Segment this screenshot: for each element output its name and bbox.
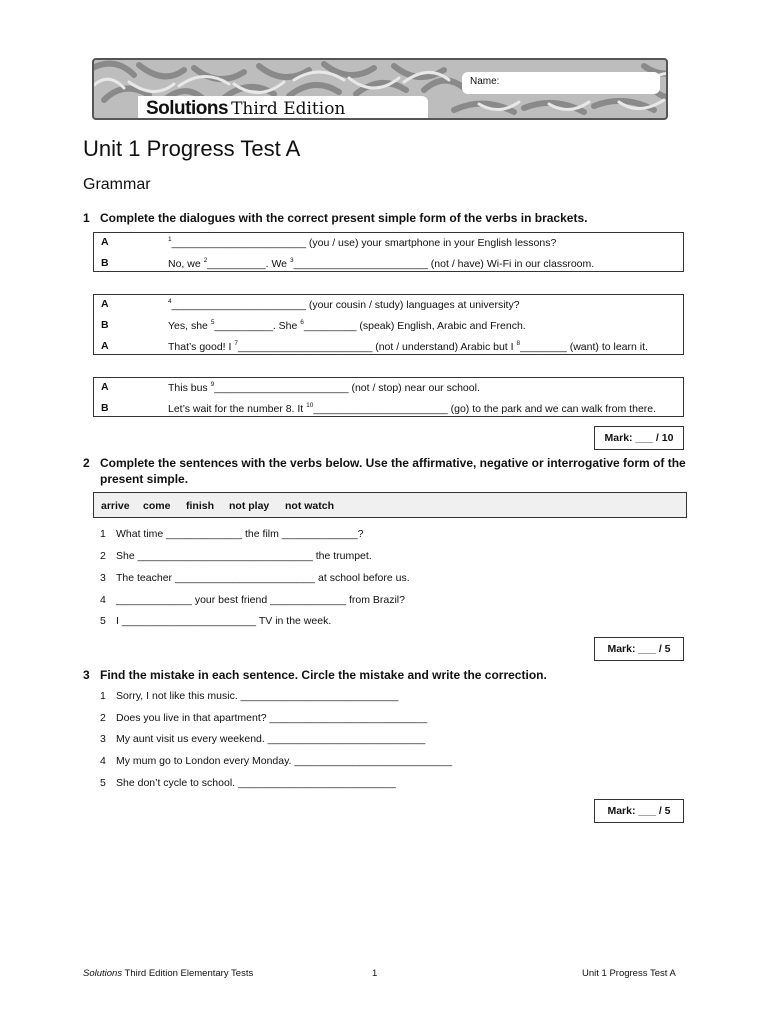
- q2-item: [100, 550, 372, 562]
- speaker-label: B: [101, 402, 109, 414]
- brand-bold: Solutions: [146, 98, 229, 119]
- q2-item: [100, 615, 331, 627]
- q3-item: [100, 755, 452, 767]
- speaker-label: B: [101, 257, 109, 269]
- dialogue-text: $^1$_______________________ (you / use) your smartphone in your English lessons?: [168, 236, 557, 249]
- q2-number: 2: [83, 456, 90, 470]
- q3-item: [100, 712, 427, 724]
- speaker-label: A: [101, 381, 109, 393]
- header-banner: [92, 58, 668, 120]
- word-item: arrive: [101, 500, 130, 512]
- dialogue-box-1: [93, 232, 684, 272]
- item-number: 5: [100, 777, 106, 789]
- q1-instruction: Complete the dialogues with the correct present simple form of the verbs in brackets.: [100, 211, 588, 225]
- item-text: What time _____________ the film _____________?: [116, 528, 364, 540]
- item-number: 3: [100, 572, 106, 584]
- item-text: My mum go to London every Monday. ___________________________: [116, 755, 453, 767]
- item-text: I _______________________ TV in the week.: [116, 615, 332, 627]
- word-item: come: [143, 500, 171, 512]
- q3-item: [100, 690, 398, 702]
- q3-mark-box[interactable]: Mark: ___ / 5: [594, 799, 684, 823]
- word-item: finish: [186, 500, 214, 512]
- dialogue-box-3: [93, 377, 684, 417]
- footer-right: Unit 1 Progress Test A: [582, 968, 676, 979]
- item-text: My aunt visit us every weekend. ___________________________: [116, 733, 426, 745]
- item-number: 1: [100, 690, 106, 702]
- q3-item: [100, 733, 425, 745]
- brand-logo: [138, 96, 428, 120]
- footer-brand: Solutions: [83, 968, 123, 979]
- item-number: 3: [100, 733, 106, 745]
- name-label: Name:: [470, 76, 500, 87]
- dialogue-text: $^4$_______________________ (your cousin / study) languages at university?: [168, 298, 520, 311]
- q2-item: [100, 572, 410, 584]
- item-text: _____________ your best friend _____________ from Brazil?: [116, 594, 405, 606]
- page-number: 1: [372, 968, 378, 979]
- item-number: 2: [100, 712, 106, 724]
- dialogue-text: Let’s wait for the number 8. It $^{10}$_______________________ (go) to the park and we can walk from there.: [168, 402, 657, 415]
- item-number: 4: [100, 755, 106, 767]
- item-number: 4: [100, 594, 106, 606]
- dialogue-text: No, we $^2$__________. We $^3$_______________________ (not / have) Wi-Fi in our classroom.: [168, 257, 595, 270]
- q3-number: 3: [83, 668, 90, 682]
- brand-rest: Third Edition: [231, 99, 346, 119]
- q3-item: [100, 777, 396, 789]
- item-number: 5: [100, 615, 106, 627]
- dialogue-text: Yes, she $^5$__________. She $^6$_________ (speak) English, Arabic and French.: [168, 319, 526, 332]
- word-box: [93, 492, 687, 518]
- item-number: 2: [100, 550, 106, 562]
- item-text: Does you live in that apartment? ___________________________: [116, 712, 428, 724]
- item-text: She ______________________________ the trumpet.: [116, 550, 372, 562]
- dialogue-text: That’s good! I $^7$_______________________ (not / understand) Arabic but I $^8$________ (want) to learn it.: [168, 340, 648, 353]
- item-number: 1: [100, 528, 106, 540]
- speaker-label: B: [101, 319, 109, 331]
- item-text: The teacher ________________________ at school before us.: [116, 572, 410, 584]
- q1-number: 1: [83, 211, 90, 225]
- item-text: She don’t cycle to school. ___________________________: [116, 777, 396, 789]
- q2-mark-box[interactable]: Mark: ___ / 5: [594, 637, 684, 661]
- dialogue-box-2: [93, 294, 684, 355]
- q2-item: [100, 594, 405, 606]
- name-field[interactable]: [462, 72, 660, 94]
- footer-left: [83, 968, 253, 979]
- q3-instruction: Find the mistake in each sentence. Circle the mistake and write the correction.: [100, 668, 547, 682]
- section-heading: Grammar: [83, 176, 151, 193]
- dialogue-text: This bus $^9$_______________________ (not / stop) near our school.: [168, 381, 480, 394]
- speaker-label: A: [101, 340, 109, 352]
- word-item: not watch: [285, 500, 334, 512]
- q1-mark-box[interactable]: Mark: ___ / 10: [594, 426, 684, 450]
- speaker-label: A: [101, 236, 109, 248]
- speaker-label: A: [101, 298, 109, 310]
- q2-item: [100, 528, 364, 540]
- item-text: Sorry, I not like this music. ___________________________: [116, 690, 399, 702]
- page-title: Unit 1 Progress Test A: [83, 136, 301, 161]
- word-item: not play: [229, 500, 270, 512]
- q2-instruction: Complete the sentences with the verbs below. Use the affirmative, negative or interrogative form of the present simple.: [100, 456, 686, 486]
- footer-series: Third Edition Elementary Tests: [122, 968, 254, 979]
